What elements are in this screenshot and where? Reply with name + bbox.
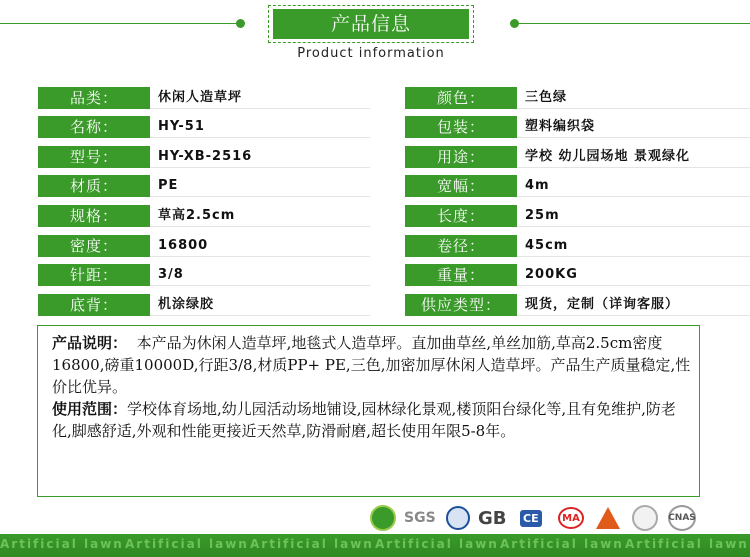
seal-logo-icon bbox=[632, 504, 658, 532]
footer-text: Artificial lawn bbox=[375, 537, 499, 551]
spec-label: 宽幅： bbox=[405, 175, 517, 197]
spec-value: 机涂绿胶 bbox=[150, 294, 370, 316]
spec-label: 品类： bbox=[38, 87, 150, 109]
description-label: 产品说明： bbox=[52, 334, 128, 352]
spec-value: 三色绿 bbox=[517, 87, 750, 109]
section-subtitle: Product information bbox=[297, 46, 445, 61]
spec-label: 颜色： bbox=[405, 87, 517, 109]
spec-label: 型号： bbox=[38, 146, 150, 168]
ce-logo-text: CE bbox=[520, 510, 542, 527]
sgs-logo: SGS bbox=[404, 510, 436, 526]
spec-label: 名称： bbox=[38, 116, 150, 138]
spec-value: 塑料编织袋 bbox=[517, 116, 750, 138]
ma-logo bbox=[558, 504, 584, 532]
footer-text: Artificial lawn bbox=[125, 537, 249, 551]
badge-logo-icon bbox=[446, 504, 470, 532]
spec-label: 材质： bbox=[38, 175, 150, 197]
spec-label: 用途： bbox=[405, 146, 517, 168]
spec-label: 卷径： bbox=[405, 235, 517, 257]
footer-strip bbox=[0, 534, 750, 557]
footer-text: Artificial lawn bbox=[250, 537, 374, 551]
spec-value: 休闲人造草坪 bbox=[150, 87, 370, 109]
spec-label: 重量： bbox=[405, 264, 517, 286]
spec-value: 3/8 bbox=[150, 264, 370, 286]
spec-label: 底背： bbox=[38, 294, 150, 316]
header-rule-left bbox=[0, 23, 240, 24]
section-title: 产品信息 bbox=[273, 9, 469, 39]
footer-text: Artificial lawn bbox=[500, 537, 624, 551]
spec-value: 16800 bbox=[150, 235, 370, 257]
spec-label: 包装： bbox=[405, 116, 517, 138]
spec-value: 学校 幼儿园场地 景观绿化 bbox=[517, 146, 750, 168]
spec-label: 长度： bbox=[405, 205, 517, 227]
triangle-logo-icon bbox=[596, 504, 620, 532]
spec-value: 4m bbox=[517, 175, 750, 197]
ce-logo bbox=[520, 504, 542, 532]
usage-paragraph bbox=[52, 398, 691, 442]
spec-value: 草高2.5cm bbox=[150, 205, 370, 227]
spec-value: HY-51 bbox=[150, 116, 370, 138]
spec-label: 供应类型： bbox=[405, 294, 517, 316]
green-circle-logo-icon bbox=[370, 504, 396, 532]
header-dot-left bbox=[236, 19, 245, 28]
spec-label: 密度： bbox=[38, 235, 150, 257]
spec-value: HY-XB-2516 bbox=[150, 146, 370, 168]
cnas-logo-text: CNAS bbox=[668, 505, 696, 531]
spec-label: 针距： bbox=[38, 264, 150, 286]
gb-logo: GB bbox=[478, 507, 507, 529]
header-rule-right bbox=[518, 23, 750, 24]
spec-value: 现货，定制（详询客服） bbox=[517, 294, 750, 316]
spec-value: 45cm bbox=[517, 235, 750, 257]
description-text: 本产品为休闲人造草坪,地毯式人造草坪。直加曲草丝,单丝加筋,草高2.5cm密度16800,磅重10000D,行距3/8,材质PP+ PE,三色,加密加厚休闲人造草坪。产品生产质量稳定,性价比优异。 bbox=[52, 334, 691, 396]
ma-logo-text: MA bbox=[558, 507, 584, 529]
spec-value: 25m bbox=[517, 205, 750, 227]
certification-logos bbox=[370, 504, 710, 534]
cnas-logo bbox=[668, 504, 696, 532]
footer-text: Artificial lawn bbox=[625, 537, 749, 551]
description-paragraph bbox=[52, 332, 691, 398]
usage-text: 学校体育场地,幼儿园活动场地铺设,园林绿化景观,楼顶阳台绿化等,且有免维护,防老化,脚感舒适,外观和性能更接近天然草,防滑耐磨,超长使用年限5-8年。 bbox=[52, 400, 676, 440]
usage-label: 使用范围： bbox=[52, 400, 128, 418]
description-box bbox=[37, 325, 700, 497]
footer-text: Artificial lawn bbox=[0, 537, 124, 551]
spec-label: 规格： bbox=[38, 205, 150, 227]
spec-value: PE bbox=[150, 175, 370, 197]
spec-value: 200KG bbox=[517, 264, 750, 286]
